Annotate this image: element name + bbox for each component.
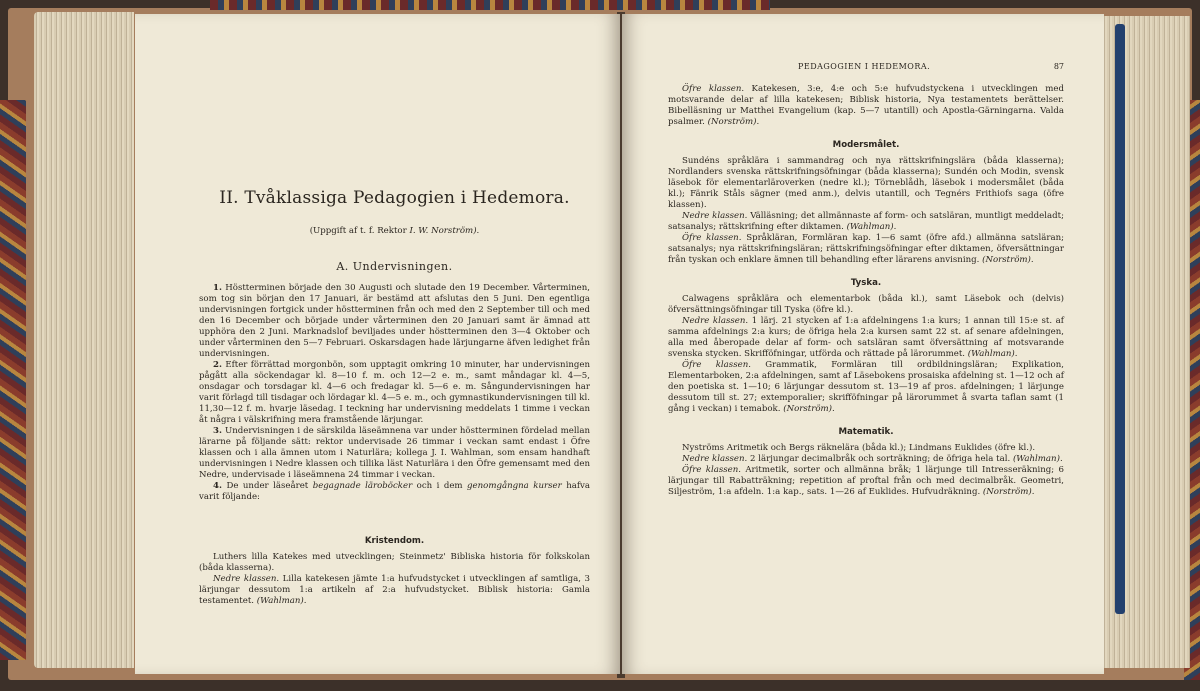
left-page xyxy=(135,14,620,674)
paragraph-2: 2. Efter förrättad morgonbön, som upptagit omkring 10 minuter, har undervisningen pågått alla söckendagar kl. 8—10 f. m. och 12—2 e. m., samt måndagar kl. 4—5, onsdagar och torsdagar kl. 4—6 och fredagar kl. 5—6 e. m. Sångundervisningen har varit förlagd till tisdagar och lördagar kl. 4—5 e. m., och gymnastikundervisningen till kl. 11,30—12 f. m. hvarje läsedag. I teckning har undervisning meddelats 1 timme i veckan åt några i välskrifning mera framstående lärjungar. xyxy=(199,360,590,425)
matematik-heading: Matematik. xyxy=(838,427,894,437)
paragraph-1: 1. Höstterminen började den 30 Augusti och slutade den 19 December. Vårterminen, som tog sin början den 17 Januari, är bestämd att afslutas den 5 Juni. Den egentliga undervisningen fortgick under höstterminen från och med den 2 September till och med den 16 December och började under vårterminen den 20 Januari samt är ämnad att upphöra den 2 Juni. Marknadslof beviljades under höstterminen den 3—4 Oktober och under vårterminen den 5—7 Februari. Oskarsdagen hade lärjungarne äfven ledighet från undervisningen. xyxy=(199,283,590,359)
modersmalet-nedre: Nedre klassen. Välläsning; det allmännaste af form- och satsläran, muntligt meddeladt; satsanalys; rättskrifning efter diktamen. (Wahlman). xyxy=(668,211,1064,232)
tyska-ofre: Öfre klassen. Grammatik, Formläran till ordbildningsläran; Explikation, Elementarboken, 2:a afdelningen, samt af Läsebokens prosaiska afdelning st. 1—12 och af den poetiska st. 1—10; 6 lärjungar dessutom st. 13—19 af pros. afdelningen; 1 lärjunge dessutom till st. 27; extemporalier; skrifföfningar på lärorummet å svarta taflan samt (1 gång i veckan) i temabok. (Norström). xyxy=(668,360,1064,414)
matematik-nedre: Nedre klassen. 2 lärjungar decimalbråk och sorträkning; de öfriga hela tal. (Wahlman). xyxy=(682,454,1063,464)
kristendom-section xyxy=(199,536,590,607)
kristendom-heading: Kristendom. xyxy=(364,536,425,546)
paragraphs xyxy=(199,283,590,503)
modersmalet-books: Sundéns språklära i sammandrag och nya rättskrifningslära (båda klasserna); Nordlanders svenska rättskrifningsöfningar (båda klasserna); Sundén och Modin, svensk läsebok för elementarläroverken (nedre kl.); Törneblådh, läsebok i modersmålet (båda kl.); Fänrik Ståls sägner (med anm.), delvis utantill, och Tegnérs Frithiofs saga (öfre klassen). xyxy=(668,156,1064,210)
paragraph-4: 4. De under läseåret begagnade läroböcker och i dem genomgångna kurser hafva varit följande: xyxy=(199,481,591,502)
right-page xyxy=(622,14,1104,674)
tyska-heading: Tyska. xyxy=(850,278,882,288)
kristendom-ofre: Öfre klassen. Katekesen, 3:e, 4:e och 5:e hufvudstyckena i utvecklingen med motsvarande delar af lilla katekesen; Biblisk historia, Nya testamentets berättelser. Bibelläsning ur Matthei Evangelium (kap. 5—7 utantill) och Apostla-Gärningarna. Valda psalmer. (Norström). xyxy=(668,84,1064,127)
marbled-endpaper-left xyxy=(0,100,26,660)
modersmalet-heading: Modersmålet. xyxy=(832,140,900,150)
kristendom-books: Luthers lilla Katekes med utvecklingen; Steinmetz' Bibliska historia för folkskolan (båda klasserna). xyxy=(199,552,590,573)
tyska-nedre: Nedre klassen. 1 lärj. 21 stycken af 1:a afdelningens 1:a kurs; 1 annan till 15:e st. af samma afdelnings 2:a kurs; de öfriga hela 2:a kursen samt 22 st. af senare afdelningen, alla med åberopade delar af form- och satsläran samt öfversättning af motsvarande svenska stycken. Skrifföfningar, utförda och rättade på lärorummet. (Wahlman). xyxy=(668,316,1064,359)
right-content xyxy=(668,84,1064,498)
modersmalet-ofre: Öfre klassen. Språkläran, Formläran kap. 1—6 samt (öfre afd.) allmänna satsläran; satsanalys; nya rättskrifningsläran; rättskrifningsöfningar efter diktamen, öfversättningar från tyskan och enklare ämnen till behandling efter lärarens anvisning. (Norström). xyxy=(668,233,1065,265)
tyska-books: Calwagens språklära och elementarbok (båda kl.), samt Läsebok och (delvis) öfversättningsöfningar till Tyska (öfre kl.). xyxy=(668,294,1064,315)
paragraph-3: 3. Undervisningen i de särskilda läseämnena var under höstterminen fördelad mellan lärarne på följande sätt: rektor undervisade 26 timmar i veckan samt endast i Öfre klassen och i alla ämnen utom i Naturlära; kollega J. I. Wahlman, som ensam handhaft undervisningen i Nedre klassen och tillika läst Naturlära i den Öfre gemensamt med den Nedre, undervisade i läseämnena 24 timmar i veckan. xyxy=(199,426,590,480)
source-line: (Uppgift af t. f. Rektor I. W. Norström). xyxy=(309,226,480,236)
running-head: PEDAGOGIEN I HEDEMORA. xyxy=(798,62,931,71)
section-heading: A. Undervisningen. xyxy=(336,260,453,273)
kristendom-nedre: Nedre klassen. Lilla katekesen jämte 1:a hufvudstycket i utvecklingen af samtliga, 3 lärjungar dessutom 1:a artikeln af 2:a hufvudstycket. Biblisk historia: Gamla testamentet. (Wahlman). xyxy=(199,574,590,606)
chapter-title: II. Tvåklassiga Pedagogien i Hedemora. xyxy=(219,188,570,208)
matematik-ofre: Öfre klassen. Aritmetik, sorter och allmänna bråk; 1 lärjunge till Intresseräkning; 6 lärjungar till Rabatträkning; repetition af proftal från och med decimalbråk. Geometri, Siljeström, 1:a afdeln. 1:a kap., sats. 1—26 af Euklides. Hufvudräkning. (Norström). xyxy=(668,465,1064,497)
ribbon-edge xyxy=(1115,24,1125,614)
page-stack-left xyxy=(34,12,134,668)
page-number: 87 xyxy=(1053,62,1064,71)
matematik-books: Nyströms Aritmetik och Bergs räknelära (båda kl.); Lindmans Euklides (öfre kl.). xyxy=(682,443,1036,453)
marbled-edge-top xyxy=(210,0,770,10)
